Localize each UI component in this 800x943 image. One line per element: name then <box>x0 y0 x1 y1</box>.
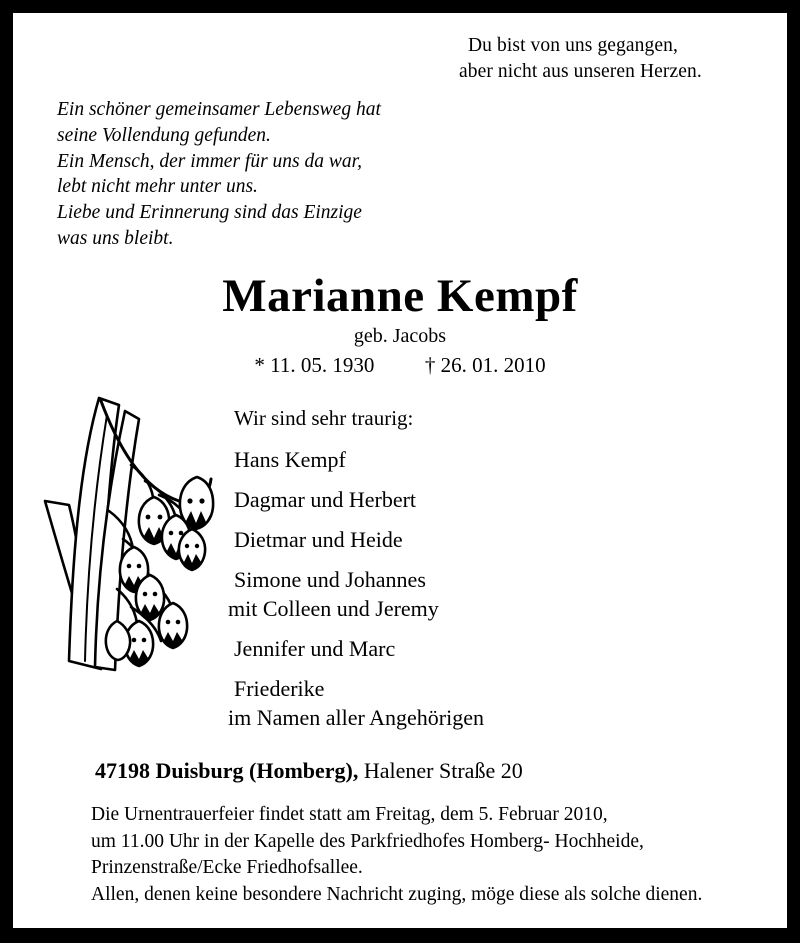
epitaph-text <box>459 33 702 85</box>
address-line <box>95 758 523 784</box>
service-details-line-4: Allen, denen keine besondere Nachricht zuging, möge diese als solche dienen. <box>91 883 703 905</box>
death-symbol-icon: † <box>424 352 436 377</box>
birth-date: 11. 05. 1930 <box>270 352 375 377</box>
service-details-line-1: Die Urnentrauerfeier findet statt am Freitag, dem 5. Februar 2010, <box>91 804 608 825</box>
mourner-entry <box>234 525 484 554</box>
deceased-full-name: Marianne Kempf <box>222 270 578 322</box>
mourner-name: Dagmar und Herbert <box>234 487 417 513</box>
epitaph-line-2: aber nicht aus unseren Herzen. <box>459 60 702 82</box>
address-street: Halener Straße 20 <box>363 758 523 783</box>
mourners-list <box>228 445 484 732</box>
mourner-entry <box>234 445 484 474</box>
verse-line-6: was uns bleibt. <box>57 228 174 250</box>
address-city: 47198 Duisburg (Homberg), <box>95 758 359 783</box>
service-details-line-2: um 11.00 Uhr in der Kapelle des Parkfriedhofes Homberg- Hochheide, <box>91 830 644 852</box>
death-date: 26. 01. 2010 <box>440 352 546 377</box>
epitaph-line-1: Du bist von uns gegangen, <box>468 35 678 56</box>
verse-line-1: Ein schöner gemeinsamer Lebensweg hat <box>57 99 381 120</box>
mourner-name-sub: im Namen aller Angehörigen <box>228 705 484 731</box>
verse-line-4: lebt nicht mehr unter uns. <box>57 176 258 198</box>
mourner-name: Dietmar und Heide <box>234 527 403 553</box>
mourner-name: Friederike <box>234 676 325 702</box>
verse-line-2: seine Vollendung gefunden. <box>57 124 271 146</box>
mourner-entry <box>228 565 484 623</box>
mourner-entry <box>234 485 484 514</box>
verse-line-3: Ein Mensch, der immer für uns da war, <box>57 150 362 172</box>
deceased-maiden-name: geb. Jacobs <box>353 324 447 347</box>
mourner-entry <box>228 674 484 732</box>
service-details-line-3: Prinzenstraße/Ecke Friedhofsallee. <box>91 857 363 879</box>
mourner-name-sub: mit Colleen und Jeremy <box>228 596 439 622</box>
lily-of-the-valley-icon <box>39 393 229 693</box>
deceased-name-block <box>13 271 787 379</box>
memorial-verse <box>57 97 381 252</box>
mourners-intro: Wir sind sehr traurig: <box>234 406 414 430</box>
notice-sheet <box>13 13 787 928</box>
verse-line-5: Liebe und Erinnerung sind das Einzige <box>57 202 362 224</box>
mourner-name: Jennifer und Marc <box>234 636 396 662</box>
service-details <box>91 802 702 908</box>
mourner-entry <box>234 634 484 663</box>
mourner-name: Simone und Johannes <box>234 567 426 593</box>
mourner-name: Hans Kempf <box>234 447 346 472</box>
birth-symbol-icon: * <box>254 352 265 377</box>
life-dates <box>13 352 787 379</box>
